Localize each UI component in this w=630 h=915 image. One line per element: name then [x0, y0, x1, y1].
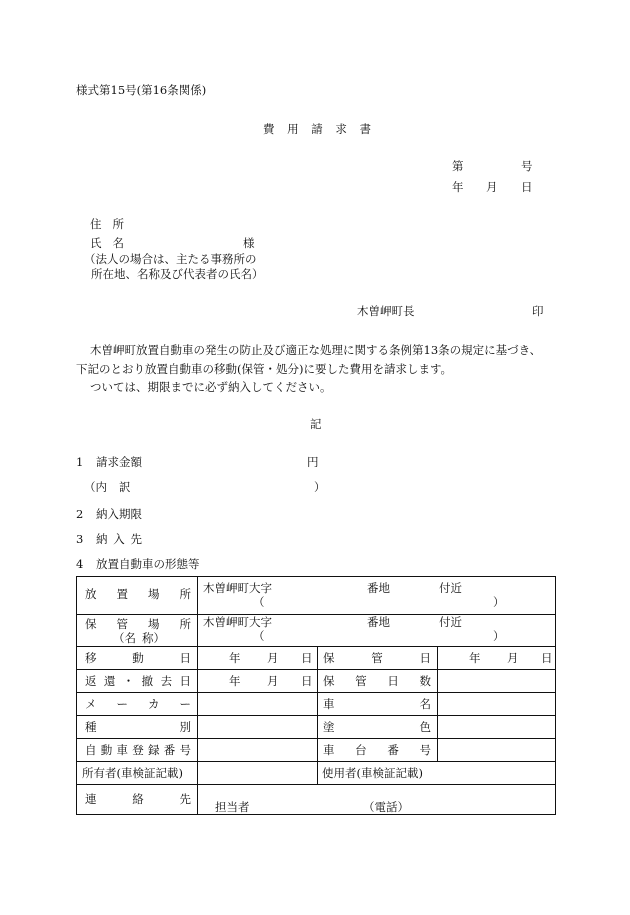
- column-divider: [317, 646, 318, 784]
- item1-label: 請求金額: [96, 455, 142, 469]
- ki-heading: 記: [310, 417, 322, 431]
- label-char: 日: [179, 651, 191, 665]
- label-char: 動: [100, 743, 113, 757]
- item4-label: 放置自動車の形態等: [96, 557, 200, 571]
- label-move-date: [85, 653, 191, 665]
- label-char: 保: [323, 651, 335, 665]
- label-char: 車: [323, 743, 335, 757]
- label-maker: [85, 699, 191, 711]
- label-return-date: [85, 676, 191, 688]
- label-char: 名: [112, 236, 124, 250]
- label-type: [85, 722, 191, 734]
- label-char: 車: [116, 743, 128, 757]
- label-char: 管: [355, 674, 367, 688]
- label-char: 場: [148, 617, 160, 631]
- row-divider: [77, 738, 555, 739]
- label-char: 登: [132, 743, 144, 757]
- label-char: 自: [85, 743, 97, 757]
- label-char: ー: [116, 697, 128, 711]
- form-number: 様式第15号(第16条関係): [76, 83, 207, 97]
- label-char: ー: [179, 697, 191, 711]
- label-storage-location: [85, 619, 191, 631]
- storage-town: 木曽岬町大字: [203, 615, 272, 629]
- label-char: ・: [122, 674, 135, 688]
- label-char: 称）: [142, 631, 165, 645]
- column-divider: [437, 646, 438, 761]
- vehicle-table: [76, 576, 556, 815]
- storage-month-unit: 月: [507, 651, 519, 665]
- label-char: 氏: [90, 236, 102, 250]
- item3-label: [96, 534, 142, 546]
- row-divider: [77, 761, 555, 762]
- label-storage-date: [323, 653, 431, 665]
- issuer-title: 木曽岬町長: [357, 304, 415, 318]
- title-char: 請: [311, 122, 323, 136]
- label-char: 置: [116, 587, 128, 601]
- label-char: 日: [387, 674, 399, 688]
- label-color: [323, 722, 431, 734]
- label-char: 番: [387, 743, 399, 757]
- item2-label: 納入期限: [96, 507, 142, 521]
- move-year-unit: 年: [229, 651, 241, 665]
- row-divider: [77, 784, 555, 785]
- label-char: 別: [179, 720, 191, 734]
- document-title: [263, 124, 371, 136]
- label-char: 所: [179, 587, 191, 601]
- breakdown-open: （内: [84, 480, 107, 494]
- label-registration-number: [85, 745, 191, 757]
- body-line-2: 下記のとおり放置自動車の移動(保管・処分)に要した費用を請求します。: [76, 362, 453, 376]
- storage-close-paren: ）: [493, 629, 505, 643]
- label-char: 去: [160, 674, 173, 688]
- label-char: 名: [419, 697, 431, 711]
- label-char: 録: [148, 743, 160, 757]
- label-char: 号: [179, 743, 191, 757]
- row-divider: [77, 614, 555, 615]
- label-char: （名: [113, 631, 136, 645]
- label-user: 使用者(車検証記載): [322, 766, 423, 780]
- seal-mark: 印: [532, 304, 544, 318]
- label-char: 返: [85, 674, 97, 688]
- label-char: メ: [85, 697, 97, 711]
- label-char: 保: [85, 617, 97, 631]
- name-label: [90, 238, 124, 250]
- location-open-paren: （: [253, 595, 265, 609]
- label-char: 所: [112, 217, 124, 231]
- breakdown-close: ）: [314, 480, 326, 494]
- breakdown-label: 訳: [119, 480, 131, 494]
- address-label: [90, 219, 124, 231]
- label-owner: 所有者(車検証記載): [82, 766, 183, 780]
- item3-number: 3: [76, 532, 84, 546]
- contact-person-label: 担当者: [215, 800, 250, 814]
- label-char: 種: [85, 720, 97, 734]
- row-divider: [77, 646, 555, 647]
- label-char: 場: [148, 587, 160, 601]
- label-char: 絡: [132, 792, 144, 806]
- label-char: 先: [130, 532, 142, 546]
- yen-unit: 円: [307, 455, 319, 469]
- label-char: 車: [323, 697, 335, 711]
- contact-phone-label: （電話）: [363, 800, 409, 814]
- label-char: 住: [90, 217, 102, 231]
- label-char: 色: [419, 720, 431, 734]
- date-day: 日: [521, 180, 533, 194]
- label-char: カ: [148, 697, 160, 711]
- location-fukin: 付近: [439, 581, 462, 595]
- label-char: 号: [419, 743, 431, 757]
- label-char: 管: [371, 651, 383, 665]
- doc-number-prefix: 第: [452, 159, 464, 173]
- return-day-unit: 日: [301, 674, 313, 688]
- label-char: 数: [419, 674, 431, 688]
- label-storage-name: [113, 633, 165, 645]
- label-chassis-number: [323, 745, 431, 757]
- label-char: 連: [85, 792, 97, 806]
- label-char: 還: [103, 674, 116, 688]
- label-char: 先: [179, 792, 191, 806]
- column-divider: [197, 577, 198, 814]
- location-town: 木曽岬町大字: [203, 581, 272, 595]
- label-char: 撤: [141, 674, 154, 688]
- row-divider: [77, 715, 555, 716]
- title-char: 費: [263, 122, 275, 136]
- label-char: 管: [116, 617, 128, 631]
- honorific: 様: [243, 236, 255, 250]
- row-divider: [77, 692, 555, 693]
- move-month-unit: 月: [267, 651, 279, 665]
- title-char: 用: [287, 122, 299, 136]
- return-year-unit: 年: [229, 674, 241, 688]
- move-day-unit: 日: [301, 651, 313, 665]
- label-char: 所: [179, 617, 191, 631]
- label-storage-days: [323, 676, 431, 688]
- date-month: 月: [486, 180, 498, 194]
- storage-open-paren: （: [253, 629, 265, 643]
- label-char: 納: [96, 532, 108, 546]
- label-char: 入: [113, 532, 125, 546]
- body-line-3: ついては、期限までに必ず納入してください。: [90, 380, 332, 394]
- row-divider: [77, 669, 555, 670]
- item2-number: 2: [76, 507, 84, 521]
- date-year: 年: [452, 180, 464, 194]
- item1-number: 1: [76, 455, 84, 469]
- label-char: 日: [179, 674, 191, 688]
- body-line-1: 木曽岬町放置自動車の発生の防止及び適正な処理に関する条例第13条の規定に基づき、: [90, 343, 542, 357]
- storage-year-unit: 年: [469, 651, 481, 665]
- corporation-note-line2: 所在地、名称及び代表者の氏名）: [91, 267, 264, 281]
- location-banchi: 番地: [367, 581, 390, 595]
- return-month-unit: 月: [267, 674, 279, 688]
- storage-banchi: 番地: [367, 615, 390, 629]
- doc-number-suffix: 号: [521, 159, 533, 173]
- title-char: 書: [359, 122, 371, 136]
- title-char: 求: [335, 122, 347, 136]
- storage-day-unit: 日: [541, 651, 553, 665]
- label-char: 塗: [323, 720, 335, 734]
- label-char: 放: [85, 587, 97, 601]
- label-char: 保: [323, 674, 335, 688]
- label-abandoned-location: [85, 589, 191, 601]
- location-close-paren: ）: [493, 595, 505, 609]
- label-char: 動: [132, 651, 144, 665]
- item4-number: 4: [76, 557, 84, 571]
- label-char: 番: [163, 743, 176, 757]
- label-contact: [85, 794, 191, 806]
- label-char: 移: [85, 651, 97, 665]
- label-char: 台: [355, 743, 367, 757]
- corporation-note-line1: （法人の場合は、主たる事務所の: [84, 252, 257, 266]
- storage-fukin: 付近: [439, 615, 462, 629]
- label-car-name: [323, 699, 431, 711]
- label-char: 日: [419, 651, 431, 665]
